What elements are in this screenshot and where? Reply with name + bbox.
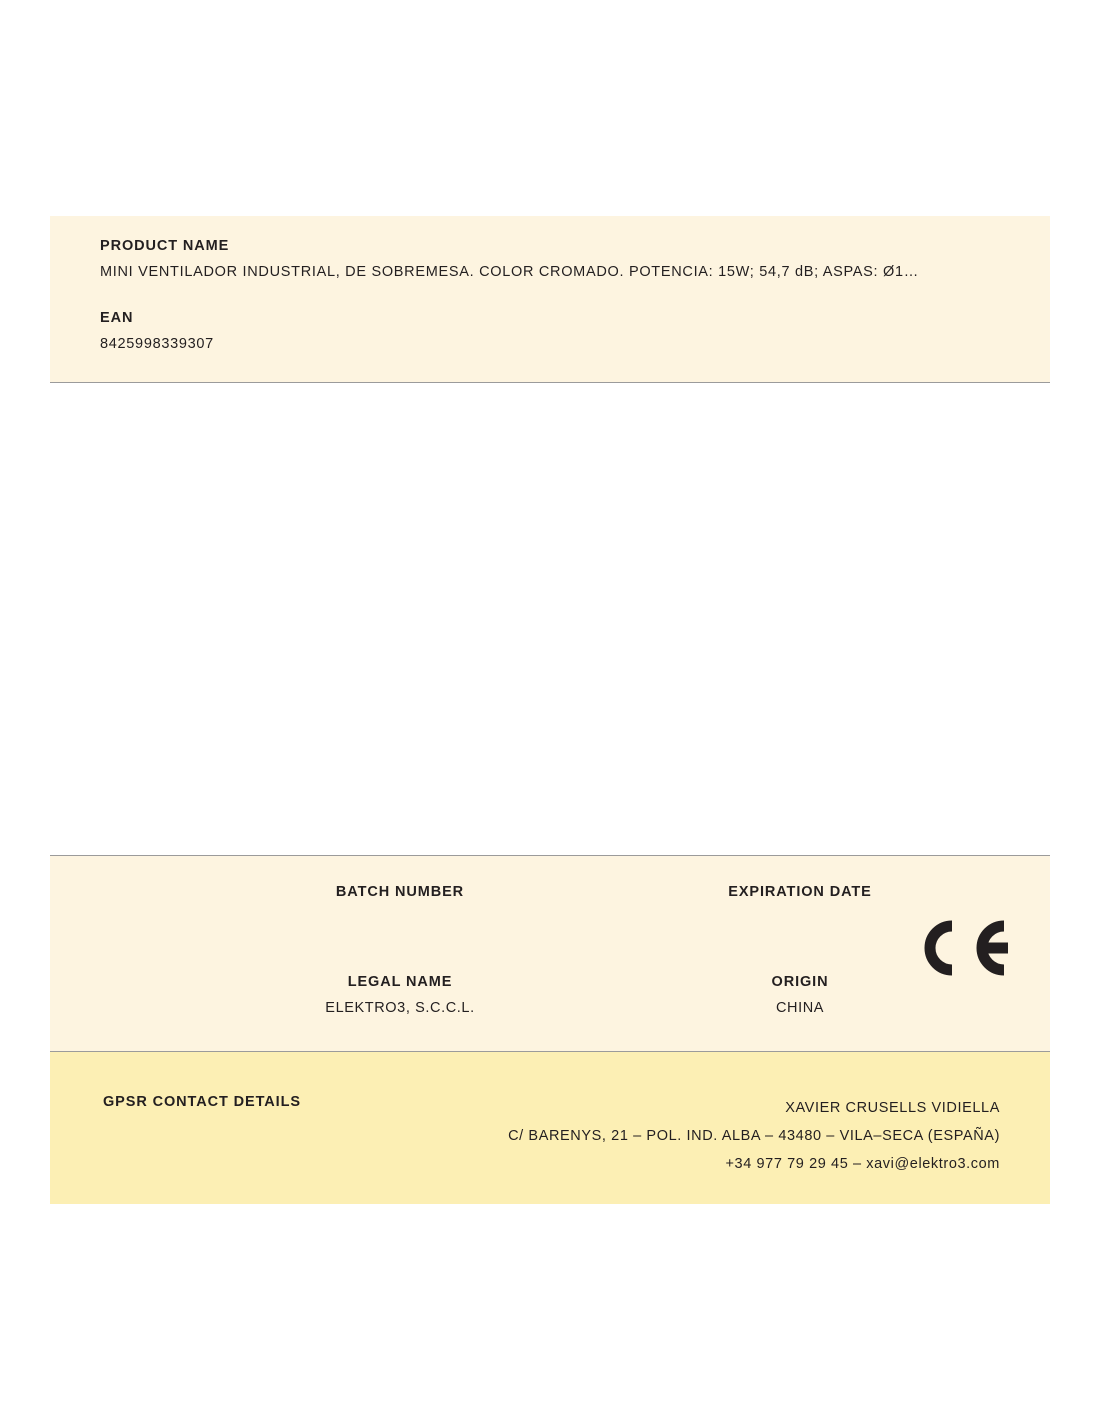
product-info-panel [50,216,1050,383]
ean-value: 8425998339307 [100,336,214,352]
legal-name-label: LEGAL NAME [347,974,453,990]
legal-name-value: ELEKTRO3, S.C.C.L. [325,1000,475,1016]
origin-label: ORIGIN [771,974,829,990]
product-name-value: MINI VENTILADOR INDUSTRIAL, DE SOBREMESA. COLOR CROMADO. POTENCIA: 15W; 54,7 dB; ASPAS: Ø1… [100,264,919,280]
info-grid [50,856,1050,1051]
gpsr-details [508,1094,1000,1178]
gpsr-contact-name: XAVIER CRUSELLS VIDIELLA [785,1100,1000,1116]
origin-cell [630,974,970,1016]
batch-legal-panel [50,855,1050,1052]
legal-name-cell [230,974,570,1016]
expiration-date-cell [630,884,970,910]
gpsr-contact-panel [50,1052,1050,1204]
origin-value: CHINA [775,1000,825,1016]
gpsr-phone-email: +34 977 79 29 45 – xavi@elektro3.com [725,1156,1000,1172]
ce-mark-icon [912,916,1008,978]
gpsr-label: GPSR CONTACT DETAILS [103,1094,301,1110]
batch-number-label: BATCH NUMBER [335,884,465,900]
batch-number-cell [230,884,570,910]
product-name-label: PRODUCT NAME [100,238,230,254]
ean-label: EAN [100,310,134,326]
gpsr-address: C/ BARENYS, 21 – POL. IND. ALBA – 43480 – VILA–SECA (ESPAÑA) [508,1128,1000,1144]
expiration-date-label: EXPIRATION DATE [728,884,872,900]
